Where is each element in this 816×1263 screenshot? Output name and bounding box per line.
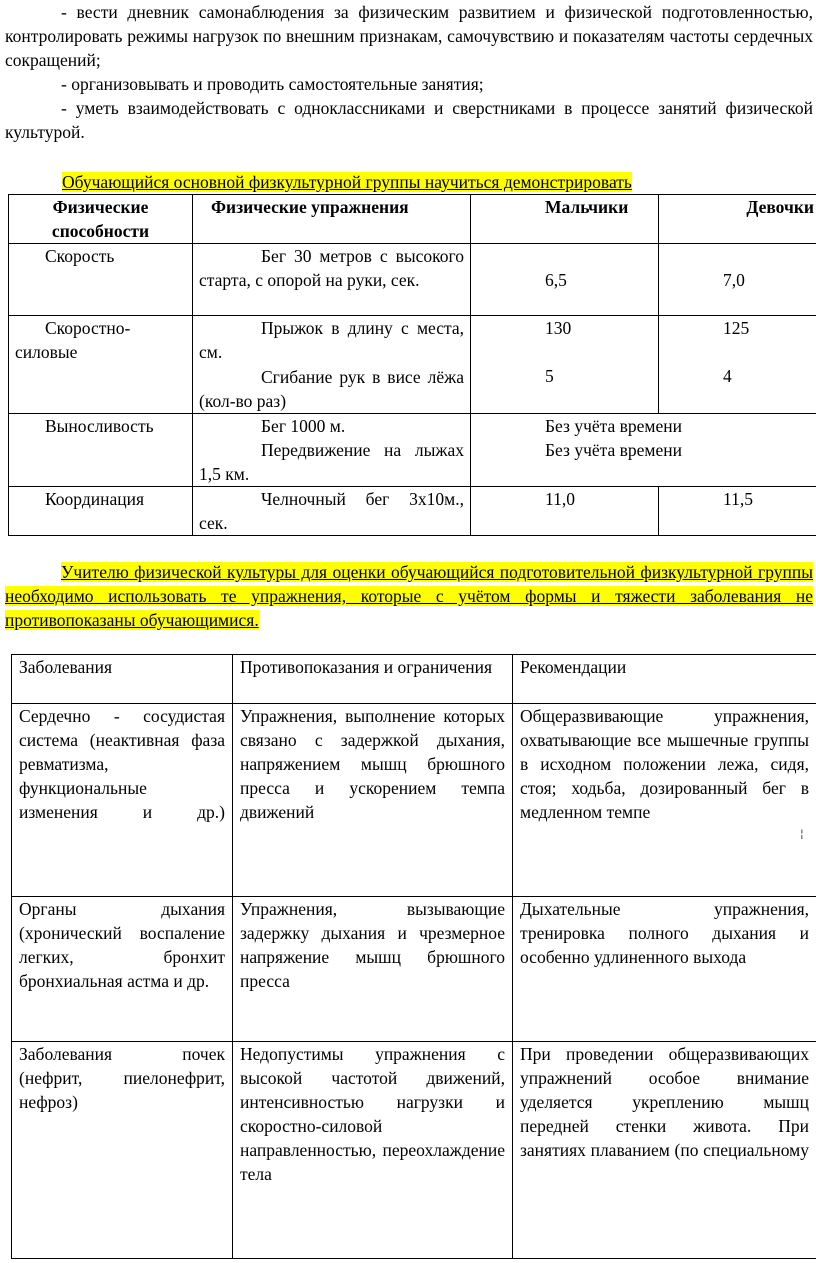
table-row [12,897,816,1042]
girls-pullups: 4 [723,366,732,386]
main-group-heading [62,170,632,194]
exercise-pullups: Сгибание рук в висе лёжа (кол-во раз) [199,367,464,411]
ability-coordination: Координация [9,487,193,536]
prep-group-heading-text: Учителю физической культуры для оценки обучающийся подготовительной физкультурной группы необходимо использовать те упражнения, которые с учётом формы и тяжести заболевания не противопоказаны обучающимися. [5,562,813,630]
exercise-sprint: Бег 30 метров с высокого старта, с опорой на руки, сек. [193,244,471,316]
diseases-table [11,654,816,1259]
intro-item-interaction: - уметь взаимодействовать с одноклассниками и сверстниками в процессе занятий физической культурой. [5,98,813,142]
header-recommendations: Рекомендации [513,655,816,704]
contra-kidney: Недопустимы упражнения с высокой частотой движений, интенсивностью нагрузки и скоростно-силовой направленностью, переохлаждение тела [233,1042,513,1259]
disease-kidney: Заболевания почек (нефрит, пиелонефрит, нефроз) [12,1042,233,1259]
table-row [9,244,816,316]
header-abilities: Физические способности [9,195,193,244]
table-row [9,487,816,536]
intro-list [5,0,813,144]
rec-kidney: При проведении общеразвивающих упражнений особое внимание уделяется укреплению мышц передней стенки живота. При занятиях плаванием (по специальному [513,1042,816,1259]
ability-speed: Скорость [9,244,193,316]
prep-group-heading [5,560,813,632]
exercise-ski: Передвижение на лыжах 1,5 км. [199,440,464,484]
ability-endurance: Выносливость [9,414,193,487]
rec-cardio: Общеразвивающие упражнения, охватывающие все мышечные группы в исходном положении лежа, сидя, стоя; ходьба, дозированный бег в медленном темпе [513,704,816,897]
disease-respiratory: Органы дыхания (хронический воспаление легких, бронхит бронхиальная астма и др. [12,897,233,1042]
table-header-row [9,195,816,244]
intro-item-self-study: - организовывать и проводить самостоятельные занятия; [61,74,484,94]
table-header-row [12,655,816,704]
girls-shuttle: 11,5 [659,487,816,536]
ability-speed-strength: Скоростно-силовые [9,316,193,414]
result-ski: Без учёта времени [545,440,682,460]
girls-long-jump: 125 [723,318,750,338]
disease-cardio: Сердечно - сосудистая система (неактивная фаза ревматизма, функциональные изменения и др.) [12,704,233,897]
boys-long-jump: 130 [545,318,572,338]
header-contraindications: Противопоказания и ограничения [233,655,513,704]
exercise-run-1000: Бег 1000 м. [261,416,346,436]
rec-respiratory: Дыхательные упражнения, тренировка полного дыхания и особенно удлиненного выхода [513,897,816,1042]
header-diseases: Заболевания [12,655,233,704]
contra-respiratory: Упражнения, вызывающие задержку дыхания и чрезмерное напряжение мышц брюшного пресса [233,897,513,1042]
header-boys: Мальчики [471,195,659,244]
table-row [9,316,816,414]
text-cursor-marker: ¦ [800,827,804,840]
exercise-long-jump: Прыжок в длину с места, см. [199,318,464,362]
table-row [12,1042,816,1259]
contra-cardio: Упражнения, выполнение которых связано с задержкой дыхания, напряжением мышц брюшного пресса и ускорением темпа движений [233,704,513,897]
header-girls: Девочки [659,195,816,244]
standards-table [8,194,816,536]
girls-sprint: 7,0 [659,244,816,316]
header-exercises: Физические упражнения [193,195,471,244]
boys-pullups: 5 [545,366,554,386]
boys-shuttle: 11,0 [471,487,659,536]
table-row [12,704,816,897]
table-row [9,414,816,487]
intro-item-diary: - вести дневник самонаблюдения за физическим развитием и физической подготовленностью, контролировать режимы нагрузок по внешним признакам, самочувствию и показателям частоты сердечных сокращений; [5,2,813,70]
main-group-heading-text: Обучающийся основной физкультурной группы научиться демонстрировать [62,172,632,192]
exercise-shuttle: Челночный бег 3х10м., сек. [193,487,471,536]
result-run-1000: Без учёта времени [545,416,682,436]
boys-sprint: 6,5 [471,244,659,316]
